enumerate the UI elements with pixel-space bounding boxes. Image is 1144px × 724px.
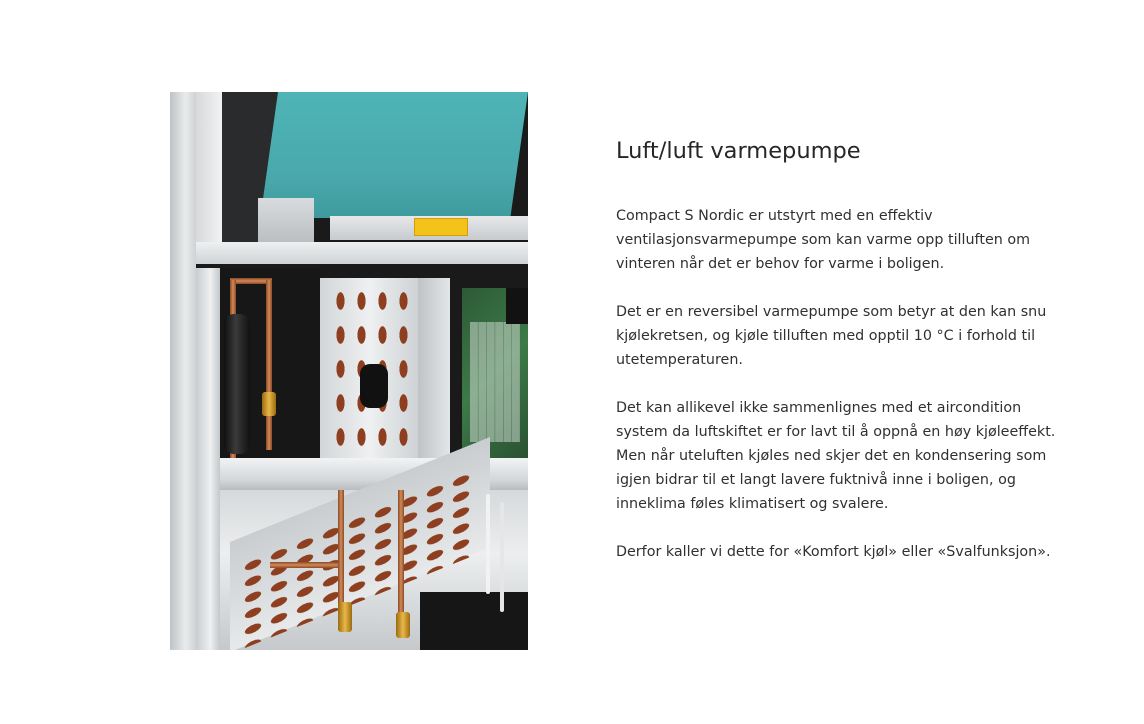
compressor-housing [420, 592, 528, 650]
inner-side-frame [196, 268, 220, 650]
warning-sticker [414, 218, 468, 236]
copper-pipe [266, 280, 272, 450]
paragraph-intro: Compact S Nordic er utstyrt med en effektiv ventilasjonsvarmepumpe som kan varme opp tilluften om vinteren når det er behov for varme i boligen. [616, 208, 1031, 272]
upper-shelf [196, 242, 528, 264]
brass-valve [262, 392, 276, 416]
article-content [616, 136, 1066, 564]
cable [500, 502, 504, 612]
paragraph-comparison: Det kan allikevel ikke sammenlignes med et aircondition system da luftskiftet er for lavt til å oppnå en høy kjøleeffekt. Men når uteluften kjøles ned skjer det en kondensering som igjen bidrar til et langt lavere fuktnivå inne i boligen, og inneklima føles klimatisert og svalere. [616, 400, 1056, 512]
product-photo [170, 92, 528, 650]
duct-stub [258, 198, 314, 244]
control-board-components [470, 322, 520, 442]
brass-valve [338, 602, 352, 632]
board-connector [506, 288, 528, 324]
cabinet-outer-wall [170, 92, 196, 650]
cabinet-upper-side [196, 92, 222, 244]
copper-pipe [270, 562, 344, 568]
filter-dryer-cylinder [224, 314, 250, 454]
section-title: Luft/luft varmepumpe [616, 138, 861, 164]
cable [486, 494, 490, 594]
temperature-sensor [360, 364, 388, 408]
paragraph-conclusion: Derfor kaller vi dette for «Komfort kjøl» eller «Svalfunksjon». [616, 544, 1051, 560]
copper-pipe [398, 490, 404, 620]
paragraph-reversible: Det er en reversibel varmepumpe som betyr at den kan snu kjølekretsen, og kjøle tilluften med opptil 10 °C i forhold til utetemperaturen. [616, 304, 1047, 368]
coil-side-plate [418, 278, 450, 458]
brass-valve [396, 612, 410, 638]
